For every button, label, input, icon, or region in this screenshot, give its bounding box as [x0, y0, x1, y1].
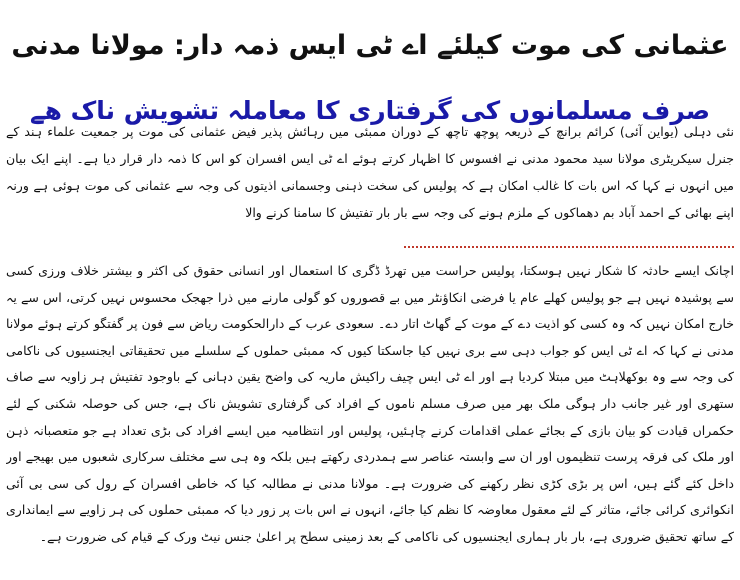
- dotted-separator: [404, 246, 734, 248]
- body-paragraph: اچانک ایسے حادثہ کا شکار نہیں ہوسکتا، پولیس حراست میں تھرڈ ڈگری کا استعمال اور انسانی حقوق کی اکثر و بیشتر خلاف ورزی کسی سے پوشیدہ نہیں ہے جو پولیس کھلے عام یا فرضی انکاؤنٹر میں بے قصوروں کو گولی مارنے میں ذرا جھجک محسوس نہیں کرتی، اس سے یہ خارج امکان نہیں کہ وہ کسی کو اذیت دے کے موت کے گھاٹ اتار دے۔ سعودی عرب کے دارالحکومت ریاض سے فون پر گفتگو کرتے ہوئے مولانا مدنی نے کہا کہ اے ٹی ایس کو جواب دہی سے بری نہیں کیا جاسکتا کیوں کہ ممبئی حملوں کے سلسلے میں تحقیقاتی ایجنسیوں کی ناکامی کی وجہ سے وہ بوکھلاہٹ میں مبتلا کردیا ہے اور اے ٹی ایس چیف راکیش ماریہ کی واضح یقین دہانی کے باوجود تفتیش ہر زاویہ سے صاف ستھری اور غیر جانب دار ہوگی ملک بھر میں صرف مسلم ناموں کے افراد کی گرفتاری تشویش ناک ہے، جس کی حوصلہ شکنی کے لئے حکمراں قیادت کو بیان بازی کے بجائے عملی اقدامات کرنے چاہئیں، پولیس اور انتظامیہ میں ایسے افراد کی بڑی تعداد ہے جو متعصبانہ ذہن اور ملک کی فرقہ پرست تنظیموں اور ان سے وابستہ عناصر سے ہمدردی رکھتے ہیں بلکہ وہ ہی سے مختلف سرکاری شعبوں میں بھیجے اور داخل کئے گئے ہیں، اس پر بڑی کڑی نظر رکھنے کی ضرورت ہے۔ مولانا مدنی نے مطالبہ کیا کہ خاطی افسران کے رول کی سی بی آئی انکوائری کرائی جائے، متاثر کے لئے معقول معاوضہ کا نظم کیا جائے، انہوں نے اس بات پر زور دیا کہ ممبئی حملوں کی ہر زاویے سے ایمانداری کے ساتھ تحقیق ضروری ہے، بار بار ہماری ایجنسیوں کی ناکامی کے بعد زمینی سطح پر اعلیٰ جنس نیٹ ورک کے قیام کی ضرورت ہے۔: [6, 263, 734, 544]
- article-subheadline: صرف مسلمانوں کی گرفتاری کا معاملہ تشویش ناک ھے: [29, 95, 711, 125]
- intro-paragraph: نئی دہلی (یواین آئی) کرائم برانچ کے ذریعہ پوچھ تاچھ کے دوران ممبئی میں رہائش پذیر فیض عثمانی کی موت پر جمعیت علماء ہند کے جنرل سیکریٹری مولانا سید محمود مدنی نے افسوس کا اظہار کرتے ہوئے اے ٹی ایس افسران کو اس کا ذمہ دار قرار دیا ہے۔ اپنے ایک بیان میں انہوں نے کہا کہ اس بات کا غالب امکان ہے کہ پولیس کی سخت ذہنی وجسمانی اذیتوں کی وجہ سے عثمانی کی موت ہوئی ہے ورنہ اپنے بھائی کے احمد آباد بم دھماکوں کے ملزم ہونے کی وجہ سے بار بار تفتیش کا سامنا کرنے والا: [6, 124, 734, 220]
- article-headline: عثمانی کی موت کیلئے اے ٹی ایس ذمہ دار: مولانا مدنی: [11, 30, 729, 62]
- article-intro: [6, 118, 734, 226]
- article-body: [6, 258, 734, 578]
